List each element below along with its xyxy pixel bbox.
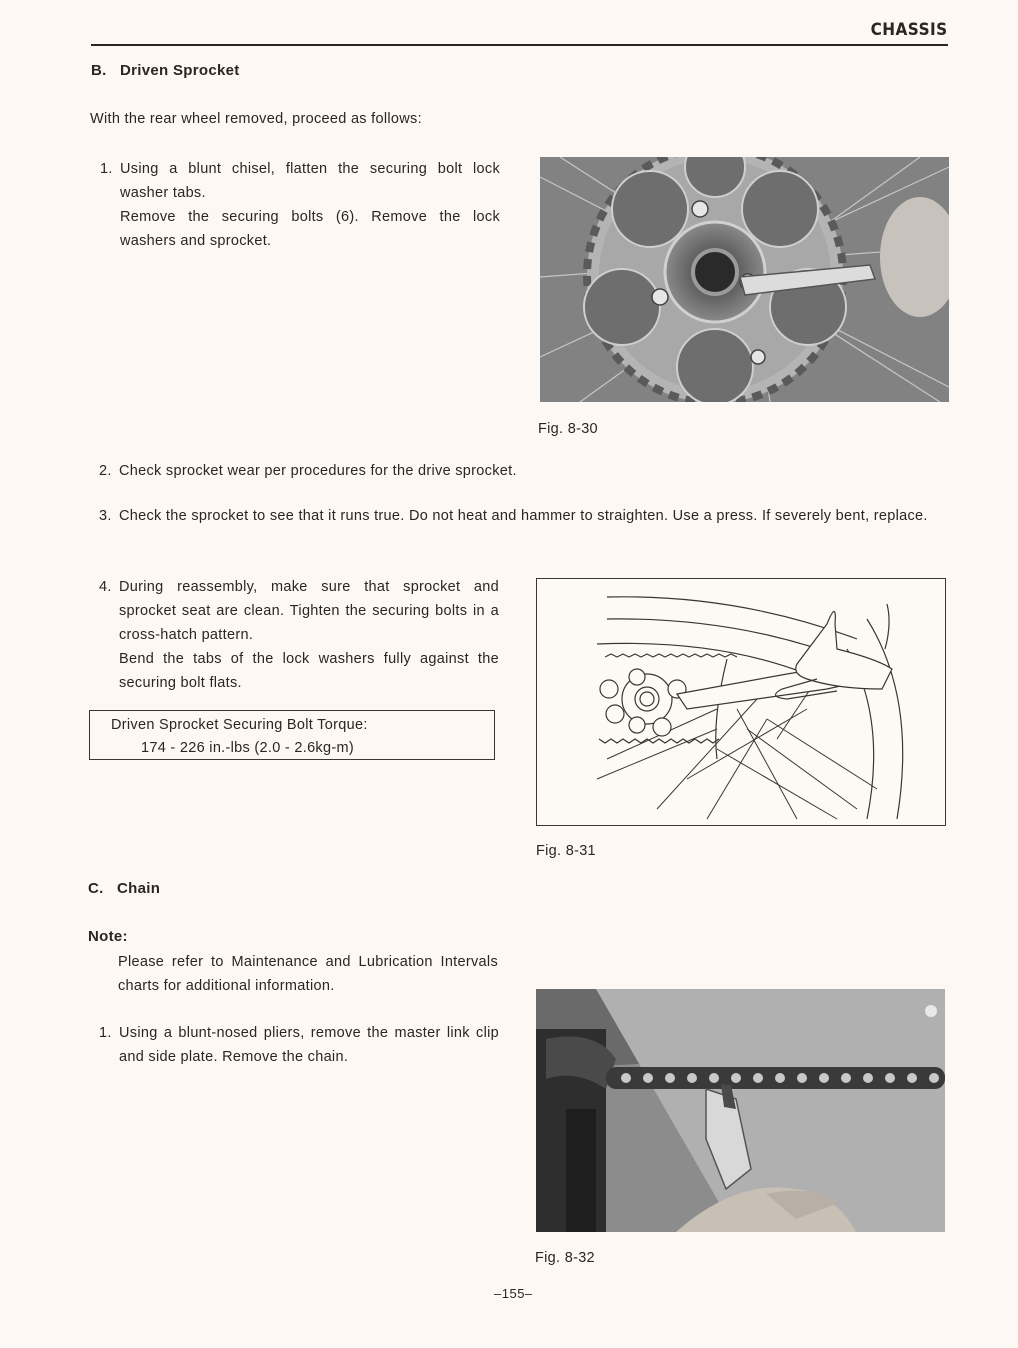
step-text: Check sprocket wear per procedures for the drive sprocket. (119, 463, 517, 479)
step-number: 1. (99, 1025, 112, 1041)
step-b4 (99, 575, 499, 695)
fig-8-32-caption: Fig. 8-32 (535, 1250, 595, 1266)
section-b-intro: With the rear wheel removed, proceed as follows: (90, 111, 422, 127)
fig-8-31-drawing (536, 578, 946, 826)
page-number: –155– (494, 1286, 533, 1301)
chapter-title: CHASSIS (870, 20, 948, 40)
step-b3 (99, 504, 949, 528)
fig-8-30-photo (540, 157, 949, 402)
section-c-heading: C. Chain (88, 880, 161, 897)
torque-spec-box (89, 710, 495, 760)
fig-8-31-caption: Fig. 8-31 (536, 843, 596, 859)
step-number: 2. (99, 463, 112, 479)
step-c1 (99, 1021, 499, 1069)
step-text: Using a blunt chisel, flatten the securing bolt lock washer tabs. (120, 161, 500, 201)
fig-8-32-photo (536, 989, 945, 1232)
step-text: Using a blunt-nosed pliers, remove the master link clip and side plate. Remove the chain. (119, 1025, 499, 1065)
step-number: 1. (100, 161, 113, 177)
step-text: Bend the tabs of the lock washers fully against the securing bolt flats. (119, 651, 499, 691)
step-text: Remove the securing bolts (6). Remove the lock washers and sprocket. (120, 209, 500, 249)
step-number: 4. (99, 579, 112, 595)
step-b2 (99, 459, 949, 483)
note-label: Note: (88, 928, 128, 945)
step-number: 3. (99, 508, 112, 524)
section-b-heading: B. Driven Sprocket (91, 62, 240, 79)
step-text: During reassembly, make sure that sprocket and sprocket seat are clean. Tighten the securing bolts in a cross-hatch pattern. (119, 579, 499, 643)
step-text: Check the sprocket to see that it runs true. Do not heat and hammer to straighten. Use a press. If severely bent, replace. (119, 508, 928, 524)
torque-label: Driven Sprocket Securing Bolt Torque: (111, 717, 368, 733)
note-text: Please refer to Maintenance and Lubrication Intervals charts for additional information. (118, 954, 498, 994)
fig-8-30-caption: Fig. 8-30 (538, 421, 598, 437)
header-rule (91, 44, 948, 46)
step-b1 (100, 157, 500, 253)
torque-value: 174 - 226 in.-lbs (2.0 - 2.6kg-m) (141, 740, 354, 756)
